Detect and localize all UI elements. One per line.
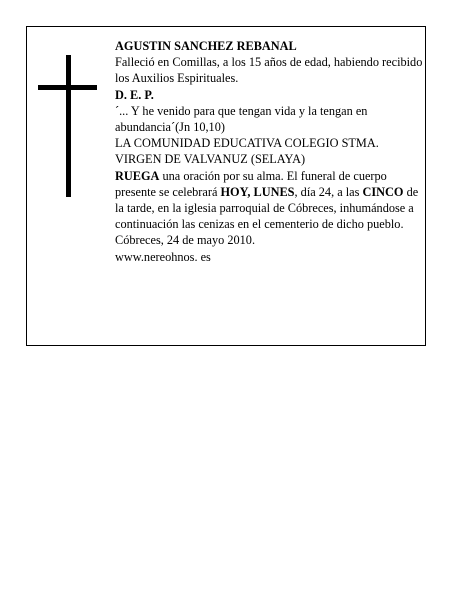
- ruega-word: RUEGA: [115, 168, 160, 183]
- obituary-text: [115, 38, 423, 265]
- community-line-2: VIRGEN DE VALVANUZ (SELAYA): [115, 152, 306, 167]
- date-place: Cóbreces, 24 de mayo 2010.: [115, 233, 256, 248]
- funeral-text-1: una oración por su alma. El funeral de cuerpo presente se celebrará: [115, 168, 387, 199]
- funeral-text-2: , día 24, a las: [294, 184, 363, 199]
- community-line-1: LA COMUNIDAD EDUCATIVA COLEGIO STMA.: [115, 136, 379, 151]
- funeral-text-3: de la tarde, en la iglesia parroquial de Cóbreces, inhumándose a continuación las cenizas en el cementerio de dicho pueblo.: [115, 184, 419, 232]
- dep-abbreviation: D. E. P.: [115, 87, 154, 102]
- bible-quote: ´... Y he venido para que tengan vida y la tengan en abundancia´(Jn 10,10): [115, 103, 368, 135]
- funeral-details: [115, 168, 423, 233]
- cross-icon-bar: [38, 85, 97, 90]
- obituary-notice: [26, 26, 426, 346]
- cross-icon: [66, 55, 71, 197]
- website: www.nereohnos. es: [115, 249, 211, 264]
- funeral-day: HOY, LUNES: [220, 184, 295, 199]
- deceased-name: AGUSTIN SANCHEZ REBANAL: [115, 39, 297, 53]
- death-info: Falleció en Comillas, a los 15 años de edad, habiendo recibido los Auxilios Espirituales.: [115, 55, 423, 86]
- funeral-hour: CINCO: [362, 184, 404, 199]
